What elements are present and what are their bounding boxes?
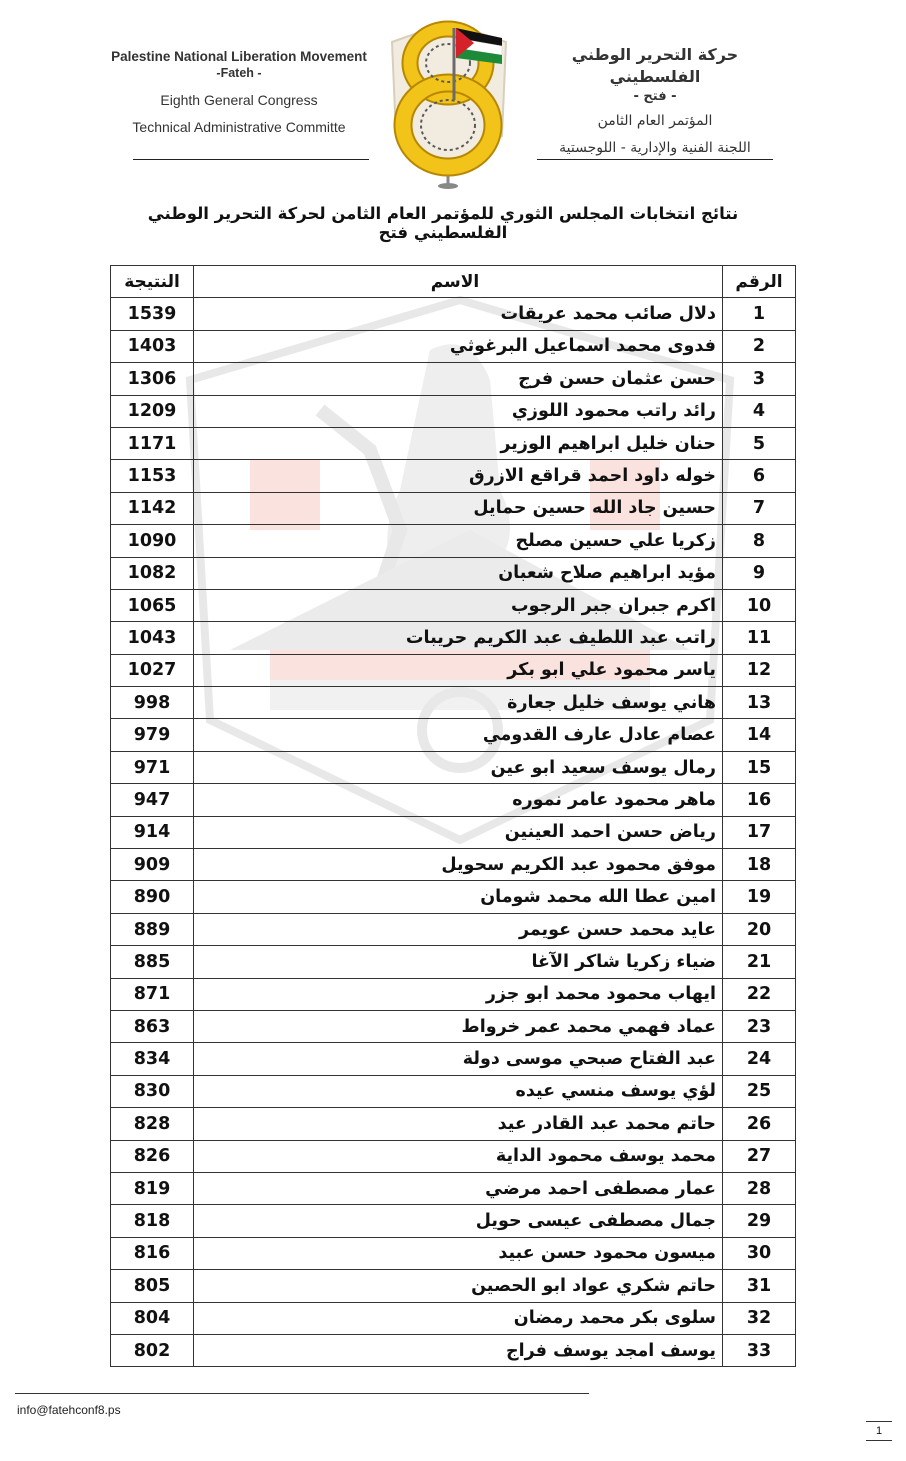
table-row [111, 849, 796, 881]
table-row [111, 363, 796, 395]
row-number: 20 [723, 913, 796, 945]
table-row [111, 1172, 796, 1204]
table-row [111, 1270, 796, 1302]
table-row [111, 460, 796, 492]
vote-count: 1065 [111, 589, 194, 621]
candidate-name: رمال يوسف سعيد ابو عين [194, 751, 723, 783]
results-title: نتائج انتخابات المجلس الثوري للمؤتمر العام الثامن لحركة التحرير الوطني الفلسطيني فتح [147, 204, 739, 242]
table-row [111, 687, 796, 719]
candidate-name: حسن عثمان حسن فرج [194, 363, 723, 395]
footer-rule [15, 1393, 589, 1394]
candidate-name: موفق محمود عبد الكريم سحويل [194, 849, 723, 881]
candidate-name: حاتم شكري عواد ابو الحصين [194, 1270, 723, 1302]
candidate-name: رائد راتب محمود اللوزي [194, 395, 723, 427]
vote-count: 947 [111, 784, 194, 816]
candidate-name: يوسف امجد يوسف فراج [194, 1334, 723, 1366]
table-row [111, 1302, 796, 1334]
candidate-name: رياض حسن احمد العينين [194, 816, 723, 848]
vote-count: 816 [111, 1237, 194, 1269]
row-number: 15 [723, 751, 796, 783]
vote-count: 998 [111, 687, 194, 719]
row-number: 21 [723, 946, 796, 978]
candidate-name: ياسر محمود علي ابو بكر [194, 654, 723, 686]
table-row [111, 427, 796, 459]
header-english [100, 48, 378, 136]
table-row [111, 978, 796, 1010]
candidate-name: ماهر محمود عامر نموره [194, 784, 723, 816]
org-sub-english: -Fateh - [216, 66, 262, 80]
vote-count: 818 [111, 1205, 194, 1237]
table-row [111, 1075, 796, 1107]
table-row [111, 913, 796, 945]
vote-count: 834 [111, 1043, 194, 1075]
vote-count: 1539 [111, 298, 194, 330]
row-number: 32 [723, 1302, 796, 1334]
org-sub-arabic: - فتح - [633, 89, 677, 104]
table-header-row [111, 266, 796, 298]
header-right-rule [537, 159, 773, 160]
header-left-rule [133, 159, 369, 160]
table-row [111, 654, 796, 686]
vote-count: 1153 [111, 460, 194, 492]
row-number: 13 [723, 687, 796, 719]
candidate-name: زكريا علي حسين مصلح [194, 525, 723, 557]
vote-count: 863 [111, 1010, 194, 1042]
row-number: 16 [723, 784, 796, 816]
table-row [111, 751, 796, 783]
vote-count: 804 [111, 1302, 194, 1334]
table-row [111, 1043, 796, 1075]
row-number: 23 [723, 1010, 796, 1042]
fateh-eighth-congress-8-logo-icon [378, 8, 518, 193]
row-number: 27 [723, 1140, 796, 1172]
row-number: 24 [723, 1043, 796, 1075]
row-number: 8 [723, 525, 796, 557]
vote-count: 889 [111, 913, 194, 945]
row-number: 4 [723, 395, 796, 427]
committee-arabic: اللجنة الفنية والإدارية - اللوجستية [559, 140, 751, 156]
vote-count: 826 [111, 1140, 194, 1172]
candidate-name: فدوى محمد اسماعيل البرغوثي [194, 330, 723, 362]
row-number: 33 [723, 1334, 796, 1366]
vote-count: 805 [111, 1270, 194, 1302]
committee-english: Technical Administrative Committe [132, 119, 346, 135]
table-row [111, 330, 796, 362]
candidate-name: سلوى بكر محمد رمضان [194, 1302, 723, 1334]
table-row [111, 622, 796, 654]
table-row [111, 1140, 796, 1172]
table-row [111, 589, 796, 621]
vote-count: 890 [111, 881, 194, 913]
row-number: 17 [723, 816, 796, 848]
row-number: 10 [723, 589, 796, 621]
vote-count: 1171 [111, 427, 194, 459]
vote-count: 914 [111, 816, 194, 848]
table-row [111, 881, 796, 913]
table-row [111, 784, 796, 816]
candidate-name: عصام عادل عارف القدومي [194, 719, 723, 751]
vote-count: 971 [111, 751, 194, 783]
candidate-name: عبد الفتاح صبحي موسى دولة [194, 1043, 723, 1075]
results-table [110, 265, 796, 1367]
candidate-name: لؤي يوسف منسي عيده [194, 1075, 723, 1107]
table-row [111, 1237, 796, 1269]
vote-count: 828 [111, 1108, 194, 1140]
vote-count: 1027 [111, 654, 194, 686]
vote-count: 871 [111, 978, 194, 1010]
row-number: 12 [723, 654, 796, 686]
table-row [111, 946, 796, 978]
vote-count: 1082 [111, 557, 194, 589]
vote-count: 885 [111, 946, 194, 978]
candidate-name: ميسون محمود حسن عبيد [194, 1237, 723, 1269]
table-row [111, 298, 796, 330]
row-number: 7 [723, 492, 796, 524]
table-row [111, 1205, 796, 1237]
table-row [111, 1010, 796, 1042]
row-number: 19 [723, 881, 796, 913]
row-number: 30 [723, 1237, 796, 1269]
candidate-name: راتب عبد اللطيف عبد الكريم حريبات [194, 622, 723, 654]
vote-count: 830 [111, 1075, 194, 1107]
row-number: 5 [723, 427, 796, 459]
row-number: 3 [723, 363, 796, 395]
table-row [111, 492, 796, 524]
congress-arabic: المؤتمر العام الثامن [597, 113, 713, 129]
vote-count: 909 [111, 849, 194, 881]
candidate-name: عماد فهمي محمد عمر خرواط [194, 1010, 723, 1042]
candidate-name: محمد يوسف محمود الداية [194, 1140, 723, 1172]
row-number: 2 [723, 330, 796, 362]
vote-count: 802 [111, 1334, 194, 1366]
row-number: 26 [723, 1108, 796, 1140]
org-name-english: Palestine National Liberation Movement [111, 49, 367, 64]
row-number: 22 [723, 978, 796, 1010]
table-row [111, 525, 796, 557]
table-row [111, 1108, 796, 1140]
column-header-number: الرقم [723, 266, 796, 298]
table-row [111, 719, 796, 751]
vote-count: 1306 [111, 363, 194, 395]
candidate-name: امين عطا الله محمد شومان [194, 881, 723, 913]
row-number: 29 [723, 1205, 796, 1237]
candidate-name: ضياء زكريا شاكر الآغا [194, 946, 723, 978]
candidate-name: دلال صائب محمد عريقات [194, 298, 723, 330]
org-name-arabic: حركة التحرير الوطني الفلسطيني [571, 45, 739, 86]
row-number: 11 [723, 622, 796, 654]
candidate-name: مؤيد ابراهيم صلاح شعبان [194, 557, 723, 589]
candidate-name: خوله داود احمد قراقع الازرق [194, 460, 723, 492]
column-header-result: النتيجة [111, 266, 194, 298]
vote-count: 819 [111, 1172, 194, 1204]
candidate-name: حاتم محمد عبد القادر عيد [194, 1108, 723, 1140]
congress-english: Eighth General Congress [160, 92, 318, 108]
vote-count: 1142 [111, 492, 194, 524]
footer-email: info@fatehconf8.ps [17, 1403, 121, 1417]
column-header-name: الاسم [194, 266, 723, 298]
candidate-name: اكرم جبران جبر الرجوب [194, 589, 723, 621]
vote-count: 1090 [111, 525, 194, 557]
table-row [111, 395, 796, 427]
vote-count: 979 [111, 719, 194, 751]
row-number: 25 [723, 1075, 796, 1107]
candidate-name: هاني يوسف خليل جعارة [194, 687, 723, 719]
candidate-name: ايهاب محمود محمد ابو جزر [194, 978, 723, 1010]
header-arabic [530, 44, 780, 158]
candidate-name: حسين جاد الله حسين حمايل [194, 492, 723, 524]
candidate-name: جمال مصطفى عيسى حويل [194, 1205, 723, 1237]
table-row [111, 816, 796, 848]
candidate-name: حنان خليل ابراهيم الوزير [194, 427, 723, 459]
table-row [111, 557, 796, 589]
row-number: 18 [723, 849, 796, 881]
row-number: 14 [723, 719, 796, 751]
row-number: 31 [723, 1270, 796, 1302]
vote-count: 1403 [111, 330, 194, 362]
row-number: 9 [723, 557, 796, 589]
row-number: 6 [723, 460, 796, 492]
vote-count: 1209 [111, 395, 194, 427]
row-number: 1 [723, 298, 796, 330]
page-number: 1 [866, 1421, 892, 1441]
candidate-name: عايد محمد حسن عويمر [194, 913, 723, 945]
table-row [111, 1334, 796, 1366]
vote-count: 1043 [111, 622, 194, 654]
row-number: 28 [723, 1172, 796, 1204]
candidate-name: عمار مصطفى احمد مرضي [194, 1172, 723, 1204]
